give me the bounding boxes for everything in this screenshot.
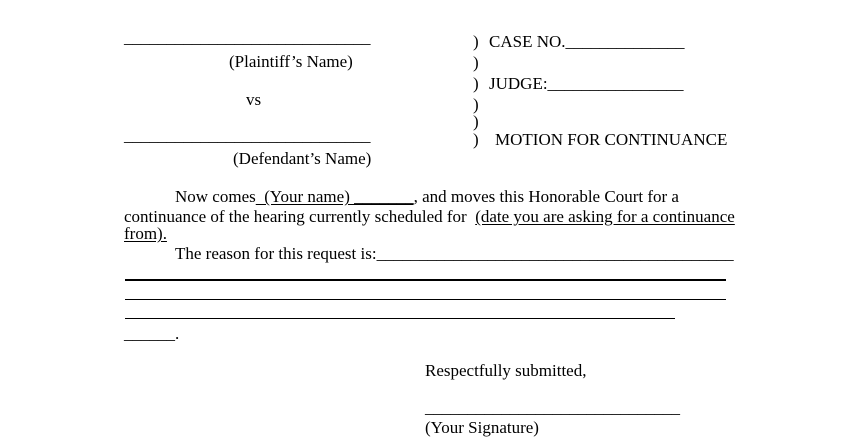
signature-line[interactable]: ______________________________ (425, 398, 680, 417)
now-comes-text: Now comes (175, 187, 256, 206)
reason-end-blank[interactable]: ______. (124, 324, 180, 343)
your-name-field[interactable]: (Your name) _______ (255, 187, 414, 206)
reason-field[interactable]: __________________________________________ (376, 244, 734, 263)
caption-paren: ) (473, 32, 479, 51)
plaintiff-name-label: (Plaintiff’s Name) (229, 52, 353, 71)
caption-paren: ) (473, 95, 479, 114)
hearing-date-field-end[interactable]: from). (124, 224, 167, 243)
continuance-text: continuance of the hearing currently scheduled for (124, 207, 476, 226)
reason-line-3[interactable] (125, 318, 675, 319)
defendant-name-label: (Defendant’s Name) (233, 149, 372, 168)
caption-paren: ) (473, 130, 479, 149)
signature-label: (Your Signature) (425, 418, 539, 437)
caption-paren: ) (473, 53, 479, 72)
reason-line-2[interactable] (125, 299, 726, 300)
hearing-date-field[interactable]: (date you are asking for a continuance (475, 207, 735, 226)
caption-paren: ) (473, 74, 479, 93)
moves-text: , and moves this Honorable Court for a (413, 187, 679, 206)
judge-field[interactable]: JUDGE:________________ (489, 74, 684, 93)
plaintiff-name-line[interactable]: _____________________________ (124, 28, 371, 47)
defendant-name-line[interactable]: _____________________________ (124, 126, 371, 145)
reason-line-1[interactable] (125, 279, 726, 281)
motion-title: MOTION FOR CONTINUANCE (495, 130, 728, 149)
continuance-line (124, 207, 735, 227)
case-number-field[interactable]: CASE NO.______________ (489, 32, 685, 51)
versus-label: vs (246, 90, 262, 109)
caption-paren: ) (473, 112, 479, 131)
motion-opening (175, 187, 679, 207)
reason-label: The reason for this request is: (175, 244, 377, 263)
respectfully-submitted: Respectfully submitted, (425, 361, 587, 380)
reason-line (175, 244, 734, 264)
